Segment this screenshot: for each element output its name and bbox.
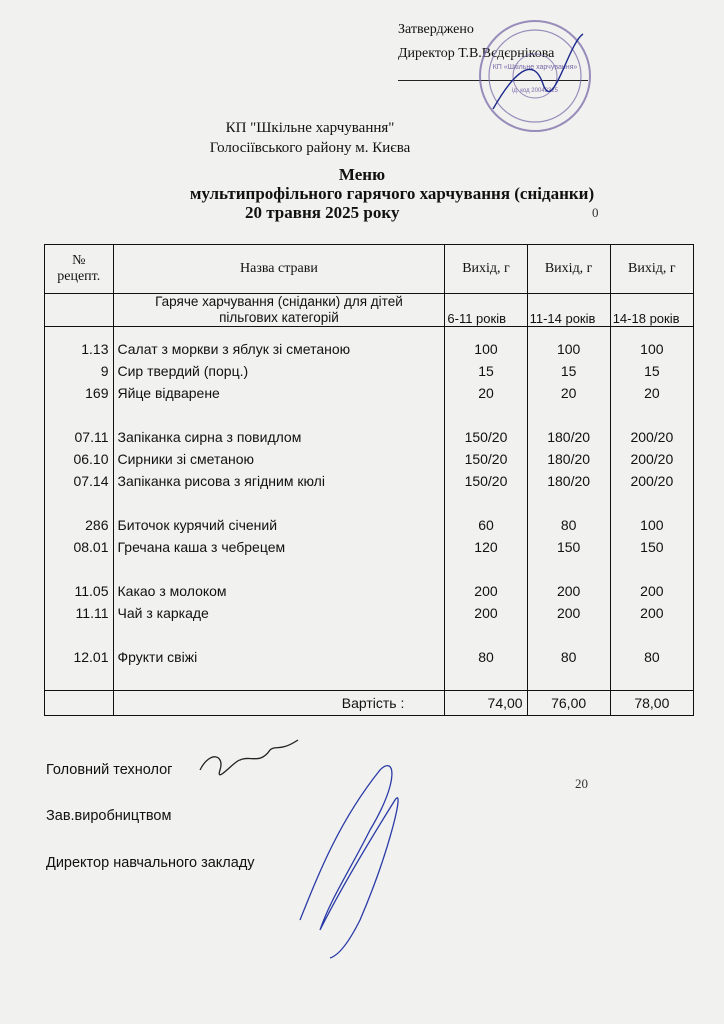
portion-14-18: 200/20 (610, 426, 693, 448)
dish-name: Чай з каркаде (113, 602, 445, 624)
official-stamp (473, 14, 593, 134)
portion-14-18: 200/20 (610, 448, 693, 470)
portion-6-11: 200 (445, 580, 527, 602)
header-dish: Назва страви (113, 245, 445, 294)
portion-6-11: 80 (445, 646, 527, 668)
recipe-code: 9 (45, 360, 114, 382)
portion-11-14: 180/20 (527, 470, 610, 492)
sig-chief-technologist: Головний технолог (46, 762, 173, 778)
portion-14-18: 200/20 (610, 470, 693, 492)
recipe-code: 07.14 (45, 470, 114, 492)
menu-title (0, 165, 724, 222)
table-row (45, 338, 694, 360)
age-group-1: 6-11 років (445, 294, 527, 327)
recipe-code: 1.13 (45, 338, 114, 360)
title-menu: Меню (338, 165, 386, 184)
table-row (45, 448, 694, 470)
org-name: КП "Шкільне харчування" (225, 120, 395, 136)
dish-name: Сирники зі сметаною (113, 448, 445, 470)
portion-14-18: 200 (610, 580, 693, 602)
table-header (45, 245, 694, 294)
subheader-title-line2: пільгових категорій (219, 310, 339, 325)
age-group-2: 11-14 років (527, 294, 610, 327)
header-out-2: Вихід, г (527, 245, 610, 294)
portion-6-11: 20 (445, 382, 527, 404)
sig-production-manager: Зав.виробництвом (46, 808, 172, 824)
portion-6-11: 200 (445, 602, 527, 624)
header-recipe-label: рецепт. (57, 269, 101, 284)
recipe-code: 06.10 (45, 448, 114, 470)
signature-technologist (200, 740, 298, 775)
organization (0, 118, 620, 158)
menu-table (44, 244, 694, 716)
dish-name: Запіканка рисова з ягідним кюлі (113, 470, 445, 492)
title-date: 20 травня 2025 року (245, 203, 400, 222)
subheader-title-line1: Гаряче харчування (сніданки) для дітей (155, 294, 403, 309)
portion-11-14: 180/20 (527, 426, 610, 448)
portion-14-18: 100 (610, 338, 693, 360)
total-label: Вартість : (113, 691, 445, 716)
dish-name: Гречана каша з чебрецем (113, 536, 445, 558)
signature-director (300, 766, 398, 958)
recipe-code: 08.01 (45, 536, 114, 558)
portion-6-11: 60 (445, 514, 527, 536)
table-row (45, 602, 694, 624)
portion-11-14: 20 (527, 382, 610, 404)
recipe-code: 07.11 (45, 426, 114, 448)
dish-name: Салат з моркви з яблук зі сметаною (113, 338, 445, 360)
stray-mark-b: 20 (575, 776, 588, 791)
table-row (45, 426, 694, 448)
recipe-code: 11.05 (45, 580, 114, 602)
table-row (45, 514, 694, 536)
total-14-18: 78,00 (610, 691, 693, 716)
dish-name: Фрукти свіжі (113, 646, 445, 668)
portion-11-14: 200 (527, 602, 610, 624)
stamp-text-main: КП «Шкільне харчування» (492, 64, 578, 71)
recipe-code: 11.11 (45, 602, 114, 624)
subheader-title (113, 294, 445, 327)
dish-name: Какао з молоком (113, 580, 445, 602)
recipe-code: 286 (45, 514, 114, 536)
header-recipe (45, 245, 114, 294)
dish-name: Запіканка сирна з повидлом (113, 426, 445, 448)
header-recipe-no: № (72, 253, 86, 268)
org-district: Голосіївського району м. Києва (209, 140, 411, 156)
portion-6-11: 150/20 (445, 448, 527, 470)
table-row (45, 646, 694, 668)
portion-6-11: 120 (445, 536, 527, 558)
portion-14-18: 200 (610, 602, 693, 624)
portion-11-14: 180/20 (527, 448, 610, 470)
portion-14-18: 100 (610, 514, 693, 536)
portion-14-18: 20 (610, 382, 693, 404)
portion-11-14: 200 (527, 580, 610, 602)
table-row (45, 382, 694, 404)
recipe-code: 12.01 (45, 646, 114, 668)
approval-director: Директор Т.В.Вєдєрнікова (398, 46, 555, 61)
portion-6-11: 150/20 (445, 426, 527, 448)
portion-11-14: 15 (527, 360, 610, 382)
recipe-code: 169 (45, 382, 114, 404)
dish-name: Сир твердий (порц.) (113, 360, 445, 382)
portion-6-11: 100 (445, 338, 527, 360)
table-row (45, 536, 694, 558)
portion-6-11: 15 (445, 360, 527, 382)
approval-label: Затверджено (398, 22, 474, 37)
handwritten-signatures (180, 730, 500, 960)
total-11-14: 76,00 (527, 691, 610, 716)
total-6-11: 74,00 (445, 691, 527, 716)
header-out-3: Вихід, г (610, 245, 693, 294)
total-row (45, 691, 694, 716)
stray-mark-a: 0 (592, 205, 599, 220)
portion-11-14: 80 (527, 646, 610, 668)
table-row (45, 470, 694, 492)
portion-6-11: 150/20 (445, 470, 527, 492)
portion-11-14: 80 (527, 514, 610, 536)
dish-name: Биточок курячий січений (113, 514, 445, 536)
header-out-1: Вихід, г (445, 245, 527, 294)
dish-name: Яйце відварене (113, 382, 445, 404)
portion-14-18: 80 (610, 646, 693, 668)
title-subtitle: мультипрофільного гарячого харчування (сніданки) (189, 184, 595, 203)
sig-school-director: Директор навчального закладу (46, 855, 255, 871)
portion-11-14: 100 (527, 338, 610, 360)
portion-14-18: 15 (610, 360, 693, 382)
portion-11-14: 150 (527, 536, 610, 558)
age-group-3: 14-18 років (610, 294, 693, 327)
table-subheader (45, 294, 694, 327)
stamp-text-code: ід. код 20043325 (512, 88, 558, 94)
table-row (45, 360, 694, 382)
table-row (45, 580, 694, 602)
portion-14-18: 150 (610, 536, 693, 558)
